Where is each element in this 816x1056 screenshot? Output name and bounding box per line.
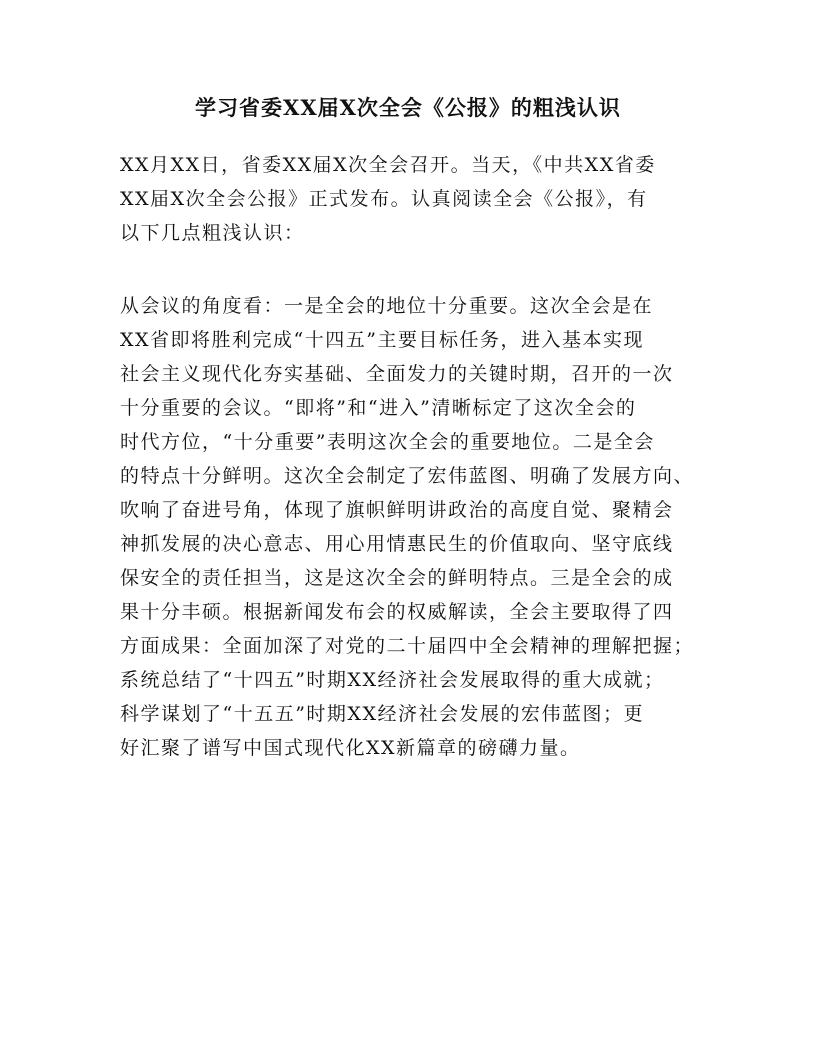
- text-line: 时代方位，“十分重要”表明这次全会的重要地位。二是全会: [120, 431, 655, 453]
- text-line: 科学谋划了“十五五”时期XX经济社会发展的宏伟蓝图；更: [120, 703, 644, 725]
- text-line: 以下几点粗浅认识：: [120, 222, 305, 244]
- paragraph-intro: [120, 148, 710, 250]
- text-line: 方面成果：全面加深了对党的二十届四中全会精神的理解把握；: [120, 635, 695, 657]
- text-line: 从会议的角度看：一是全会的地位十分重要。这次全会是在: [120, 295, 654, 317]
- document-title: 学习省委XX届X次全会《公报》的粗浅认识: [195, 95, 621, 120]
- text-line: 十分重要的会议。“即将”和“进入”清晰标定了这次全会的: [120, 397, 637, 419]
- text-line: XX月XX日，省委XX届X次全会召开。当天，《中共XX省委: [120, 154, 656, 176]
- text-line: 好汇聚了谱写中国式现代化XX新篇章的磅礴力量。: [120, 737, 581, 759]
- text-line: 吹响了奋进号角，体现了旗帜鲜明讲政治的高度自觉、聚精会: [120, 499, 674, 521]
- text-line: 的特点十分鲜明。这次全会制定了宏伟蓝图、明确了发展方向、: [120, 465, 695, 487]
- text-line: XX届X次全会公报》正式发布。认真阅读全会《公报》，有: [120, 188, 648, 210]
- text-line: 神抓发展的决心意志、用心用情惠民生的价值取向、坚守底线: [120, 533, 674, 555]
- text-line: XX省即将胜利完成“十四五”主要目标任务，进入基本实现: [120, 329, 644, 351]
- text-line: 系统总结了“十四五”时期XX经济社会发展取得的重大成就；: [120, 669, 665, 691]
- paragraph-meeting-perspective: [120, 289, 710, 765]
- text-line: 保安全的责任担当，这是这次全会的鲜明特点。三是全会的成: [120, 567, 674, 589]
- text-line: 社会主义现代化夯实基础、全面发力的关键时期，召开的一次: [120, 363, 674, 385]
- text-line: 果十分丰硕。根据新闻发布会的权威解读，全会主要取得了四: [120, 601, 674, 623]
